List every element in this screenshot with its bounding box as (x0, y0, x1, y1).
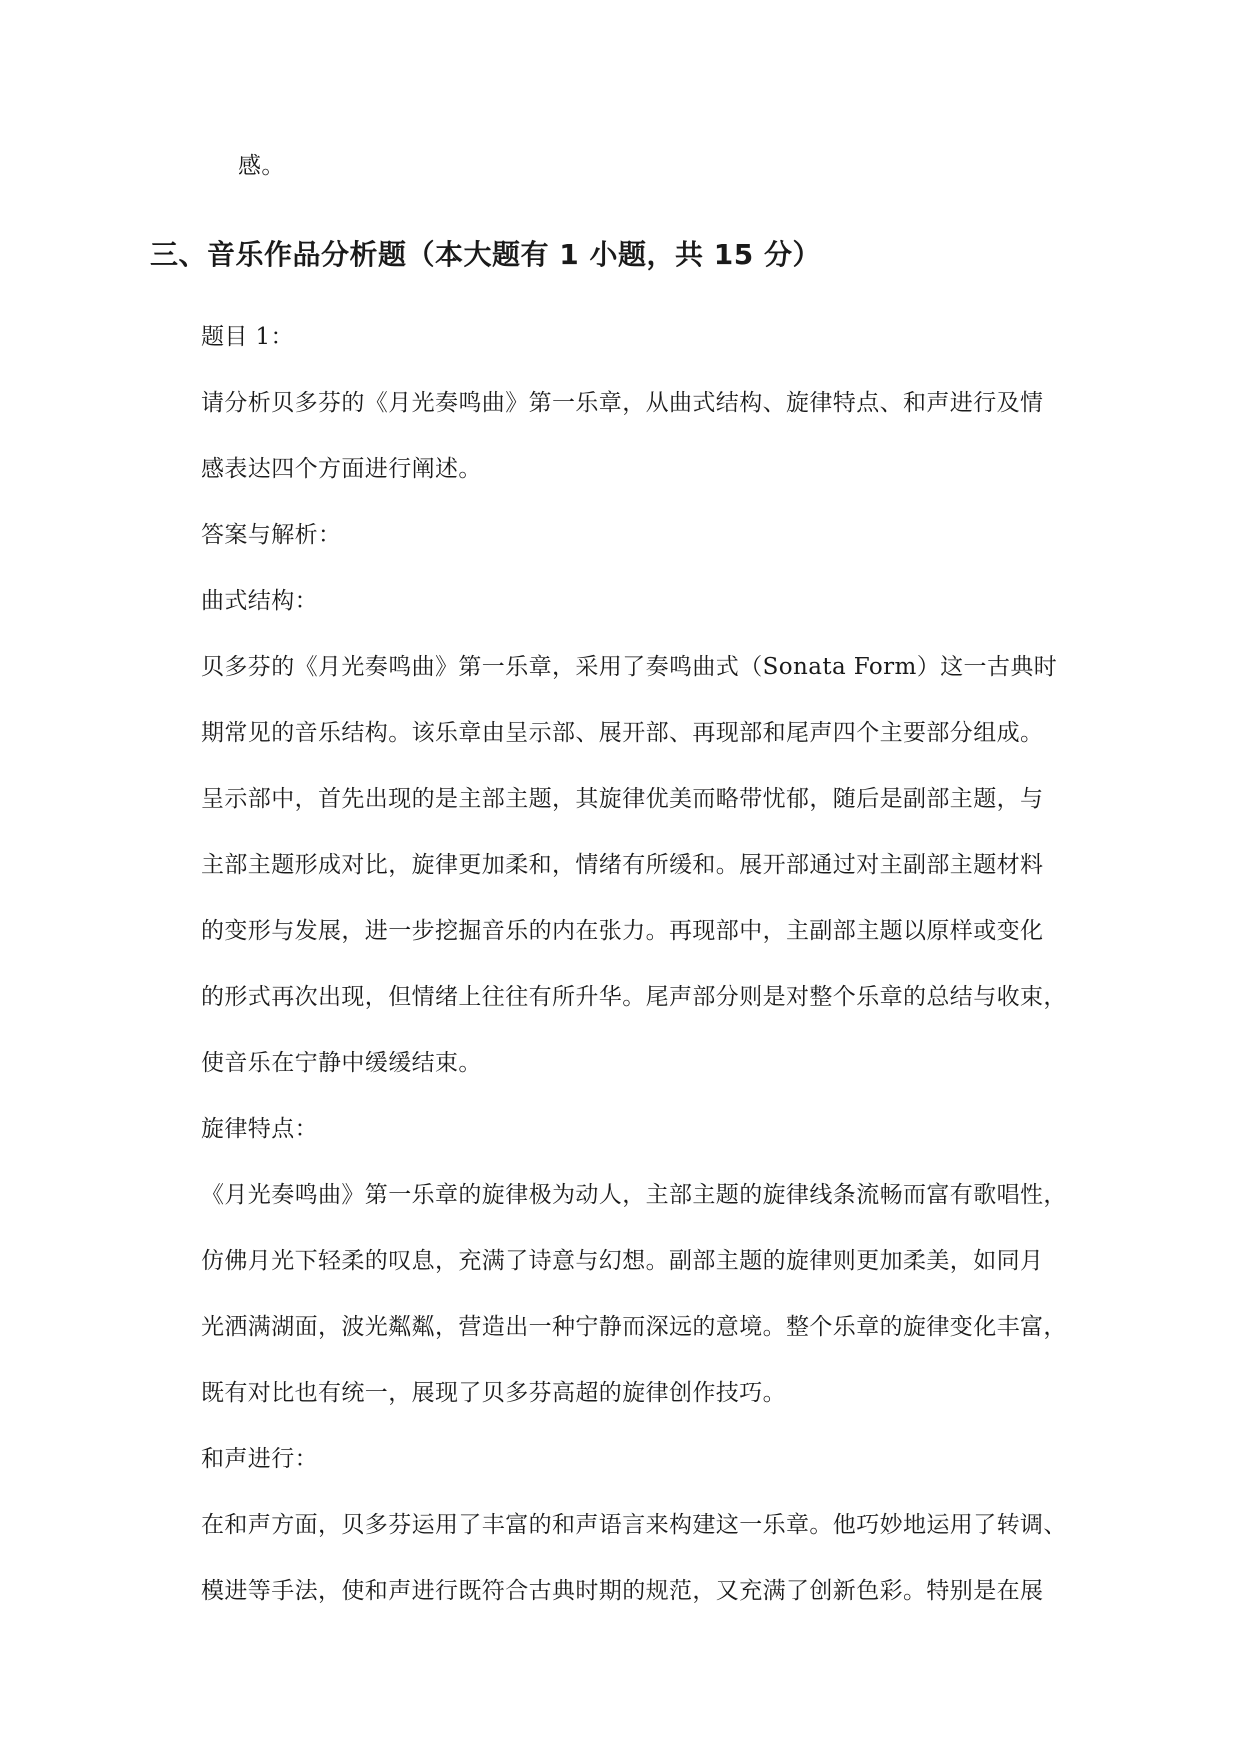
subheading-harmony: 和声进行： (201, 1446, 318, 1472)
continuation-text: 感。 (238, 153, 285, 179)
paragraph-line: 主部主题形成对比，旋律更加柔和，情绪有所缓和。展开部通过对主副部主题材料 (201, 852, 1044, 878)
paragraph-line: 既有对比也有统一，展现了贝多芬高超的旋律创作技巧。 (201, 1380, 786, 1406)
paragraph-line: 呈示部中，首先出现的是主部主题，其旋律优美而略带忧郁，随后是副部主题，与 (201, 786, 1044, 812)
section-heading: 三、音乐作品分析题（本大题有 1 小题，共 15 分） (150, 238, 821, 271)
paragraph-line: 模进等手法，使和声进行既符合古典时期的规范，又充满了创新色彩。特别是在展 (201, 1578, 1044, 1604)
subheading-form: 曲式结构： (201, 588, 318, 614)
question-text-line: 请分析贝多芬的《月光奏鸣曲》第一乐章，从曲式结构、旋律特点、和声进行及情 (201, 390, 1044, 416)
paragraph-line: 使音乐在宁静中缓缓结束。 (201, 1050, 482, 1076)
answer-label: 答案与解析： (201, 522, 342, 548)
paragraph-line: 贝多芬的《月光奏鸣曲》第一乐章，采用了奏鸣曲式（Sonata Form）这一古典时 (201, 654, 1058, 680)
paragraph-line: 《月光奏鸣曲》第一乐章的旋律极为动人，主部主题的旋律线条流畅而富有歌唱性， (201, 1182, 1067, 1208)
paragraph-line: 的形式再次出现，但情绪上往往有所升华。尾声部分则是对整个乐章的总结与收束， (201, 984, 1067, 1010)
paragraph-line: 光洒满湖面，波光粼粼，营造出一种宁静而深远的意境。整个乐章的旋律变化丰富， (201, 1314, 1067, 1340)
paragraph-line: 在和声方面，贝多芬运用了丰富的和声语言来构建这一乐章。他巧妙地运用了转调、 (201, 1512, 1067, 1538)
question-label: 题目 1： (201, 324, 294, 350)
question-text-line: 感表达四个方面进行阐述。 (201, 456, 482, 482)
paragraph-line: 仿佛月光下轻柔的叹息，充满了诗意与幻想。副部主题的旋律则更加柔美，如同月 (201, 1248, 1044, 1274)
paragraph-line: 的变形与发展，进一步挖掘音乐的内在张力。再现部中，主副部主题以原样或变化 (201, 918, 1044, 944)
subheading-melody: 旋律特点： (201, 1116, 318, 1142)
paragraph-line: 期常见的音乐结构。该乐章由呈示部、展开部、再现部和尾声四个主要部分组成。 (201, 720, 1044, 746)
